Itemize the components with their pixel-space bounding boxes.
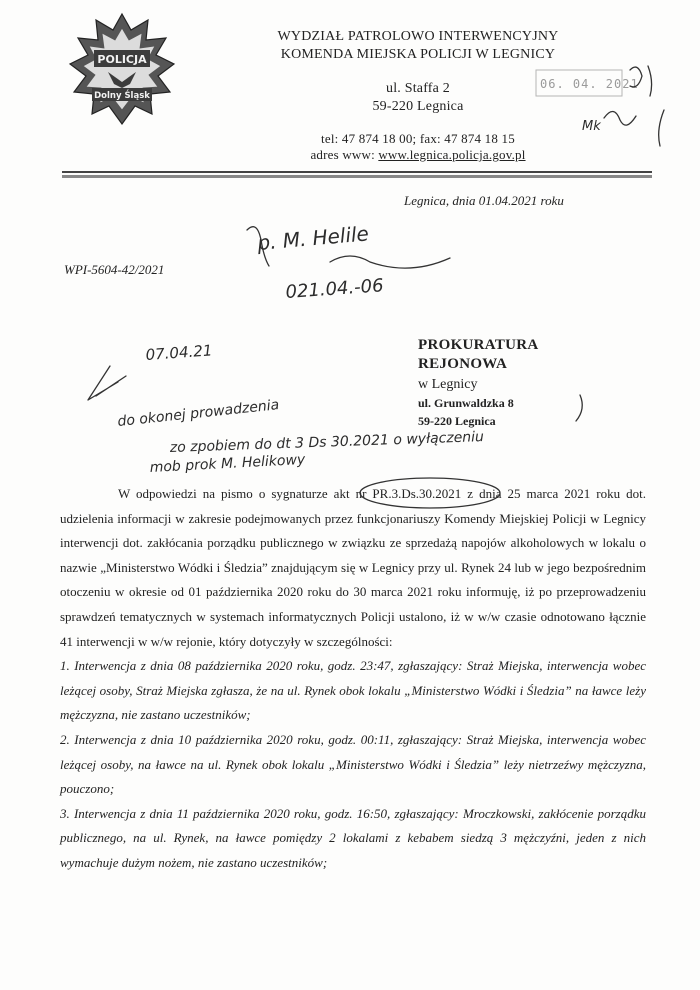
handwritten-stroke-right	[576, 395, 582, 421]
recipient-line1: PROKURATURA	[418, 337, 539, 353]
recipient-line3: w Legnicy	[418, 377, 478, 392]
list-item: 3. Interwencja z dnia 11 października 2020 roku, godz. 16:50, zgłaszający: Mroczkowski, zakłócenie porządku publicznego, na ul. Rynek, na ławce pomiędzy 2 lokalami z kebabem siedzą 3 mężczyźni, jeden z nich wymachuje dużym nożem, nie zastano uczestników;	[60, 805, 646, 870]
handwritten-note-line: zo zpobiem do dt 3 Ds 30.2021 o wyłączeniu	[169, 429, 485, 456]
header-command: KOMENDA MIEJSKA POLICJI W LEGNICY	[280, 47, 556, 62]
header-divider-thick	[62, 175, 652, 178]
police-star-logo	[62, 10, 182, 130]
recipient-city: 59-220 Legnica	[418, 414, 496, 428]
logo-badge-text: POLICJA	[97, 53, 147, 66]
letter-body	[60, 482, 646, 876]
website-label: adres www:	[310, 147, 379, 162]
handwritten-note-line: do okonej prowadzenia	[116, 397, 280, 430]
header-divider	[62, 171, 652, 173]
header-department: WYDZIAŁ PATROLOWO INTERWENCYJNY	[277, 29, 559, 44]
handwritten-name: p. M. Helile	[256, 221, 370, 255]
document-date: Legnica, dnia 01.04.2021 roku	[404, 193, 564, 208]
header-website	[200, 146, 636, 163]
handwritten-initials: Mk	[582, 119, 601, 134]
website-link[interactable]: www.legnica.policja.gov.pl	[378, 147, 526, 162]
list-item: 1. Interwencja z dnia 08 października 2020 roku, godz. 23:47, zgłaszający: Straż Miejska, interwencja wobec leżącej osoby, Straż Miejska zgłasza, że na ul. Rynek obok lokalu „Ministerstwo Wódki i Śledzia” na ławce leży mężczyzna, nie zastano uczestników;	[60, 658, 646, 723]
logo-region-text: Dolny Śląsk	[94, 91, 150, 101]
header-street: ul. Staffa 2	[386, 81, 450, 96]
recipient-line2: REJONOWA	[418, 356, 508, 372]
case-signature: WPI-5604-42/2021	[64, 262, 165, 277]
header-phone: tel: 47 874 18 00; fax: 47 874 18 15	[321, 131, 515, 146]
header-city: 59-220 Legnica	[372, 99, 464, 114]
handwritten-note-line: mob prok M. Helikowy	[149, 451, 306, 476]
list-item: 2. Interwencja z dnia 10 października 2020 roku, godz. 00:11, zgłaszający: Straż Miejska, interwencja wobec leżącej osoby, na ławce na ul. Rynek obok lokalu „Ministerstwo Wódki i Śledzia” leży nietrzeźwy mężczyzna, pouczono;	[60, 731, 646, 797]
intro-paragraph: W odpowiedzi na pismo o sygnaturze akt nr PR.3.Ds.30.2021 z dnia 25 marca 2021 roku dot. udzielenia informacji w zakresie podejmowanych przez funkcjonariuszy Komendy Miejskiej Policji w Legnicy interwencji dot. zakłócania porządku publicznego w związku ze sprzedażą napojów alkoholowych w lokalu o nazwie „Ministerstwo Wódki i Śledzia” znajdującym się w Legnicy przy ul. Rynek 24 lub w jego bezpośrednim otoczeniu w okresie od 01 października 2020 roku do 30 marca 2021 roku informuję, iż po przeprowadzeniu sprawdzeń tematycznych w systemach informatycznych Policji ustalono, iż w w/w czasie odnotowano łącznie 41 interwencji w w/w rejonie, który dotyczyły w szczególności:	[60, 486, 646, 649]
handwritten-underline	[330, 256, 450, 268]
handwritten-stroke	[247, 227, 269, 266]
stamp-date: 06. 04. 2021	[540, 77, 639, 91]
recipient-street: ul. Grunwaldzka 8	[418, 396, 514, 410]
handwritten-received-date: 021.04.-06	[284, 275, 385, 303]
handwritten-date: 07.04.21	[145, 341, 213, 364]
handwritten-arrow	[88, 366, 126, 400]
